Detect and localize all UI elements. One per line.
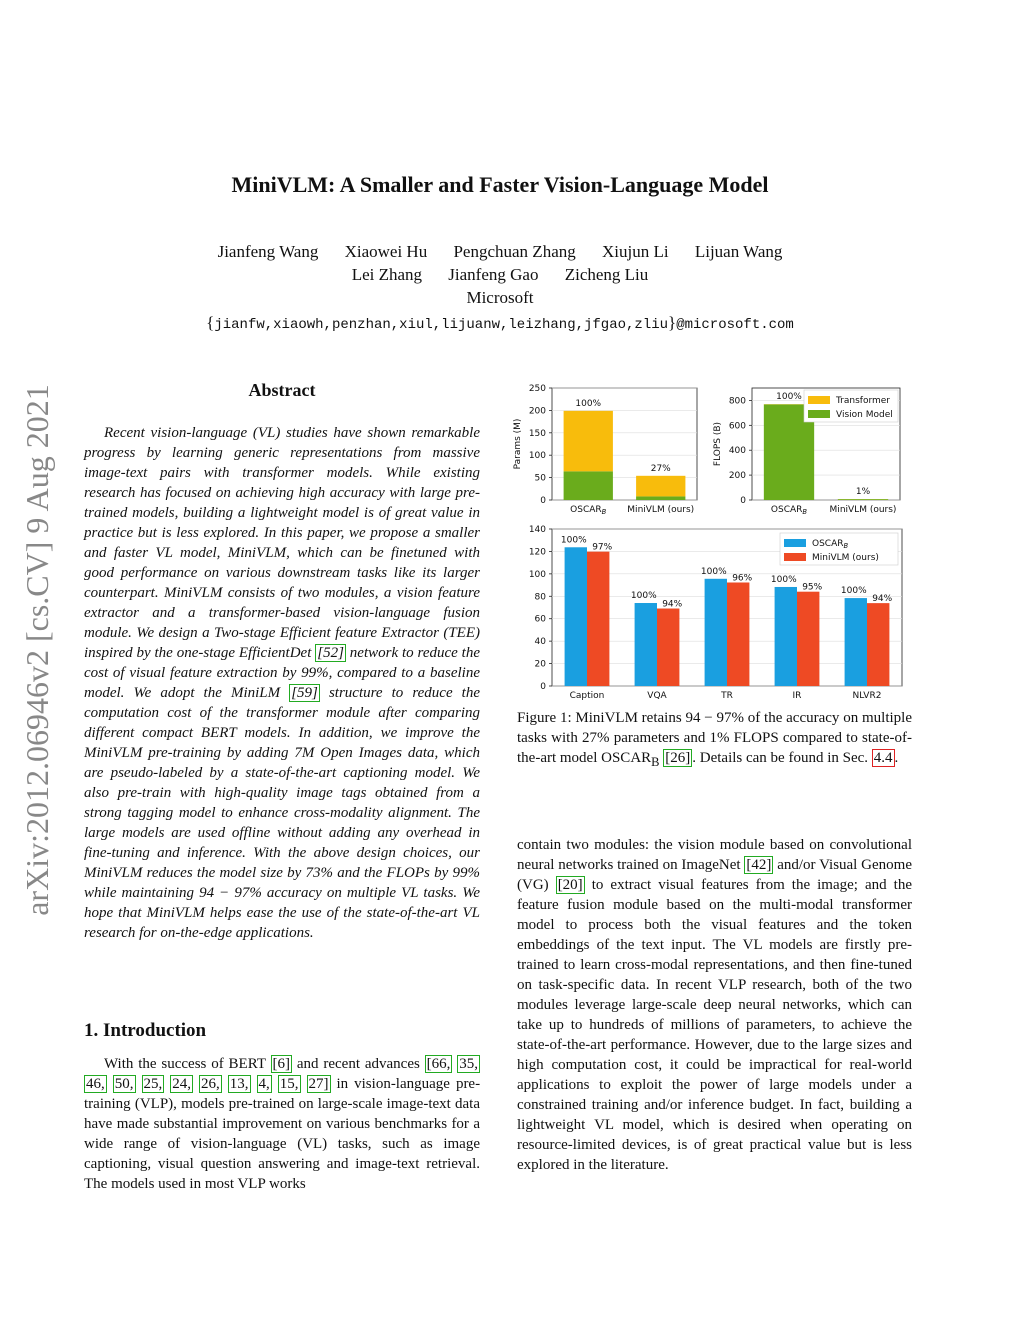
- y-tick-label: 150: [528, 428, 546, 439]
- y-tick-label: 80: [534, 592, 546, 603]
- bar-percent-label: 100%: [560, 535, 587, 546]
- x-tick-label: Caption: [569, 691, 605, 701]
- bar-percent-label: 100%: [630, 591, 657, 602]
- y-tick-label: 120: [528, 547, 546, 558]
- author: Jianfeng Wang: [217, 242, 319, 261]
- legend-label: MiniVLM (ours): [812, 553, 879, 563]
- citation-link[interactable]: 26,: [201, 1076, 220, 1092]
- oscar-bar: [775, 587, 797, 686]
- vision-model-bar: [636, 496, 685, 500]
- x-tick-label: IR: [792, 691, 802, 701]
- minivlm-bar: [727, 582, 749, 686]
- y-tick-label: 200: [728, 471, 746, 482]
- email-domain: @microsoft.com: [676, 317, 794, 333]
- oscar-bar: [635, 603, 657, 686]
- params-chart: [513, 384, 697, 516]
- minivlm-bar: [867, 603, 889, 686]
- x-tick-label: VQA: [647, 691, 667, 701]
- x-tick-label: MiniVLM (ours): [829, 505, 897, 515]
- y-tick-label: 0: [540, 682, 546, 692]
- y-axis-label: FLOPS (B): [713, 421, 723, 467]
- minivlm-bar: [657, 609, 679, 686]
- transformer-bar: [564, 411, 613, 471]
- legend-swatch: [784, 539, 806, 547]
- author-emails: {jianfw,xiaowh,penzhan,xiul,lijuanw,leizhang,jfgao,zliu}@microsoft.com: [206, 313, 794, 333]
- author: Jianfeng Gao: [448, 265, 539, 284]
- citation-link[interactable]: 24,: [172, 1076, 191, 1092]
- bar-percent-label: 100%: [700, 566, 727, 577]
- citation-link[interactable]: [66,: [426, 1056, 451, 1072]
- legend-swatch: [784, 553, 806, 561]
- bar-percent-label: 100%: [770, 574, 797, 585]
- bar-percent-label: 27%: [650, 463, 671, 474]
- abstract-heading: Abstract: [248, 380, 316, 400]
- right-column-paragraph: contain two modules: the vision module based on convolutional neural networks trained on ImageNet [42] and/or Visual Genome (VG) [20] to extract visual features from the image; and the feature fusion module based on the multi-modal transformer model to process both the visual features and the token embeddings of the text input. The VL models are firstly pre-trained to learn cross-modal representations, and then fine-tuned on task-specific data. In recent VLP research, both of the two modules leverage large-scale deep neural networks, which can take up to hundreds of millions of parameters, to achieve the state-of-the-art performance. However, due to the large sizes and high computation cost, it could be impractical for real-world applications to exploit the power of large models under a constrained training and/or inference budget. In fact, building a lightweight VL model, which is desired when operating on resource-limited devices, is of great practical value but is less explored in the literature.: [517, 837, 912, 1173]
- affiliation: Microsoft: [466, 288, 534, 307]
- y-tick-label: 100: [528, 569, 546, 580]
- citation-link[interactable]: 46,: [86, 1076, 105, 1092]
- bar-percent-label: 100%: [575, 398, 602, 409]
- legend-label: $OSCAR_B$: [812, 539, 849, 550]
- legend-swatch: [808, 396, 830, 404]
- x-tick-label: NLVR2: [852, 691, 882, 701]
- figure-1: [510, 380, 910, 705]
- citation-link[interactable]: 27]: [308, 1076, 329, 1092]
- subscript: B: [802, 508, 808, 516]
- bar-percent-label: 100%: [776, 392, 802, 403]
- bar-percent-label: 1%: [855, 487, 871, 498]
- citation-link[interactable]: 4,: [258, 1076, 270, 1092]
- citation-link[interactable]: [59]: [291, 685, 318, 701]
- x-tick-label: TR: [721, 691, 733, 701]
- authors-line-1: [0, 242, 1000, 262]
- subscript: B: [601, 508, 607, 516]
- citation-link[interactable]: 13,: [229, 1076, 249, 1092]
- y-tick-label: 140: [528, 525, 546, 535]
- bar-percent-label: 94%: [662, 599, 683, 610]
- abstract-body: Recent vision-language (VL) studies have shown remarkable progress by learning generic representations from massive image-text pairs with transformer models. While existing research has focused on achieving high accuracy with large pre-trained models, building a lightweight model is of great value in practice but is less explored. In this paper, we propose a smaller and faster VL model, MiniVLM, which can be finetuned with good performance on various downstream tasks like its larger counterpart. MiniVLM consists of two modules, a vision feature extractor and a transformer-based vision-language fusion module. We design a Two-stage Efficient feature Extractor (TEE) inspired by the one-stage EfficientDet [52] network to reduce the cost of visual feature extraction by 99%, compared to a baseline model. We adopt the MiniLM [59] structure to reduce the computation cost of the transformer module after comparing different compact BERT models. In addition, we improve the MiniVLM pre-training by adding 7M Open Images data, which are pseudo-labeled by a state-of-the-art captioning model. We also pre-train with high-quality image tags obtained from a strong tagging model to enhance cross-modality alignment. The large models are used offline without adding any overhead in fine-tuning and inference. With the above design choices, our MiniVLM reduces the model size by 73% and the FLOPs by 99% while maintaining 94 − 97% accuracy on multiple VL tasks. We hope that MiniVLM helps ease the use of the state-of-the-art VL research for on-the-edge applications.: [84, 425, 480, 941]
- citation-link[interactable]: [20]: [557, 877, 583, 893]
- figure-caption: Figure 1: MiniVLM retains 94 − 97% of the accuracy on multiple tasks with 27% parameters and 1% FLOPS compared to state-of-the-art model $OSCAR_B$ [26] . Details can be found in Sec. 4.4 .: [517, 710, 912, 769]
- y-tick-label: 40: [534, 637, 546, 648]
- citation-link[interactable]: 25,: [143, 1076, 163, 1092]
- flops-chart: [713, 388, 900, 516]
- email-list: jianfw,xiaowh,penzhan,xiul,lijuanw,leizhang,jfgao,zliu: [214, 317, 669, 333]
- bar-percent-label: 96%: [732, 573, 753, 584]
- oscar-bar: [705, 579, 727, 686]
- paper-title: MiniVLM: A Smaller and Faster Vision-Language Model: [231, 172, 769, 197]
- y-tick-label: 50: [534, 473, 546, 484]
- author: Xiujun Li: [602, 242, 669, 261]
- oscar-bar: [845, 598, 867, 686]
- citation-link[interactable]: [42]: [746, 857, 772, 873]
- legend-swatch: [808, 410, 830, 418]
- legend-label: Vision Model: [836, 410, 893, 420]
- citation-link[interactable]: [26]: [665, 750, 691, 766]
- bar-percent-label: 97%: [592, 542, 613, 553]
- accuracy-chart: [529, 525, 902, 701]
- citation-link[interactable]: [52]: [317, 645, 344, 661]
- bar-percent-label: 95%: [802, 582, 823, 593]
- section-link[interactable]: 4.4: [873, 750, 893, 766]
- citation-link[interactable]: 50,: [114, 1076, 134, 1092]
- y-tick-label: 200: [528, 406, 546, 417]
- bar-percent-label: 94%: [872, 594, 893, 605]
- x-tick-label: MiniVLM (ours): [627, 505, 695, 515]
- y-tick-label: 0: [540, 496, 546, 506]
- minivlm-bar: [797, 592, 819, 686]
- y-tick-label: 0: [740, 496, 746, 506]
- y-tick-label: 800: [728, 396, 746, 407]
- intro-paragraph: With the success of BERT [6] and recent advances [66, 35, 46, 50, 25, 24, 26, 13, 4, 15, 27] in vision-language pre-training (VLP), models pre-trained on large-scale image-text data have made substantial improvement on various benchmarks for a wide range of vision-language (VL) tasks, such as image captioning, visual question answering and image-text retrieval. The models used in most VLP works: [84, 1056, 481, 1192]
- citation-link[interactable]: 15,: [279, 1076, 299, 1092]
- subscript: B: [843, 542, 849, 550]
- minivlm-bar: [587, 552, 609, 686]
- author: Zicheng Liu: [564, 265, 649, 284]
- citation-link[interactable]: 35,: [459, 1056, 478, 1072]
- x-tick-label: $OSCAR_B$: [770, 505, 808, 516]
- x-tick-label: $OSCAR_B$: [570, 505, 607, 516]
- y-tick-label: 60: [534, 614, 546, 625]
- y-axis-label: Params (M): [513, 418, 523, 470]
- y-tick-label: 20: [534, 659, 546, 670]
- vision-model-bar: [564, 471, 613, 500]
- y-tick-label: 100: [528, 451, 546, 462]
- vision-model-bar: [838, 499, 888, 500]
- author: Pengchuan Zhang: [453, 242, 576, 261]
- author: Lei Zhang: [351, 265, 423, 284]
- section-heading-introduction: 1. Introduction: [84, 1020, 207, 1041]
- y-tick-label: 600: [728, 421, 746, 432]
- arxiv-sidebar: arXiv:2012.06946v2 [cs.CV] 9 Aug 2021: [19, 384, 55, 916]
- author: Lijuan Wang: [694, 242, 783, 261]
- transformer-bar: [636, 476, 685, 497]
- y-tick-label: 400: [728, 446, 746, 457]
- bar-percent-label: 100%: [840, 586, 867, 597]
- author: Xiaowei Hu: [344, 242, 428, 261]
- legend-label: Transformer: [836, 396, 891, 406]
- citation-link[interactable]: [6]: [272, 1056, 291, 1072]
- y-tick-label: 250: [528, 384, 546, 394]
- authors-line-2: [0, 265, 1000, 285]
- oscar-bar: [565, 547, 587, 686]
